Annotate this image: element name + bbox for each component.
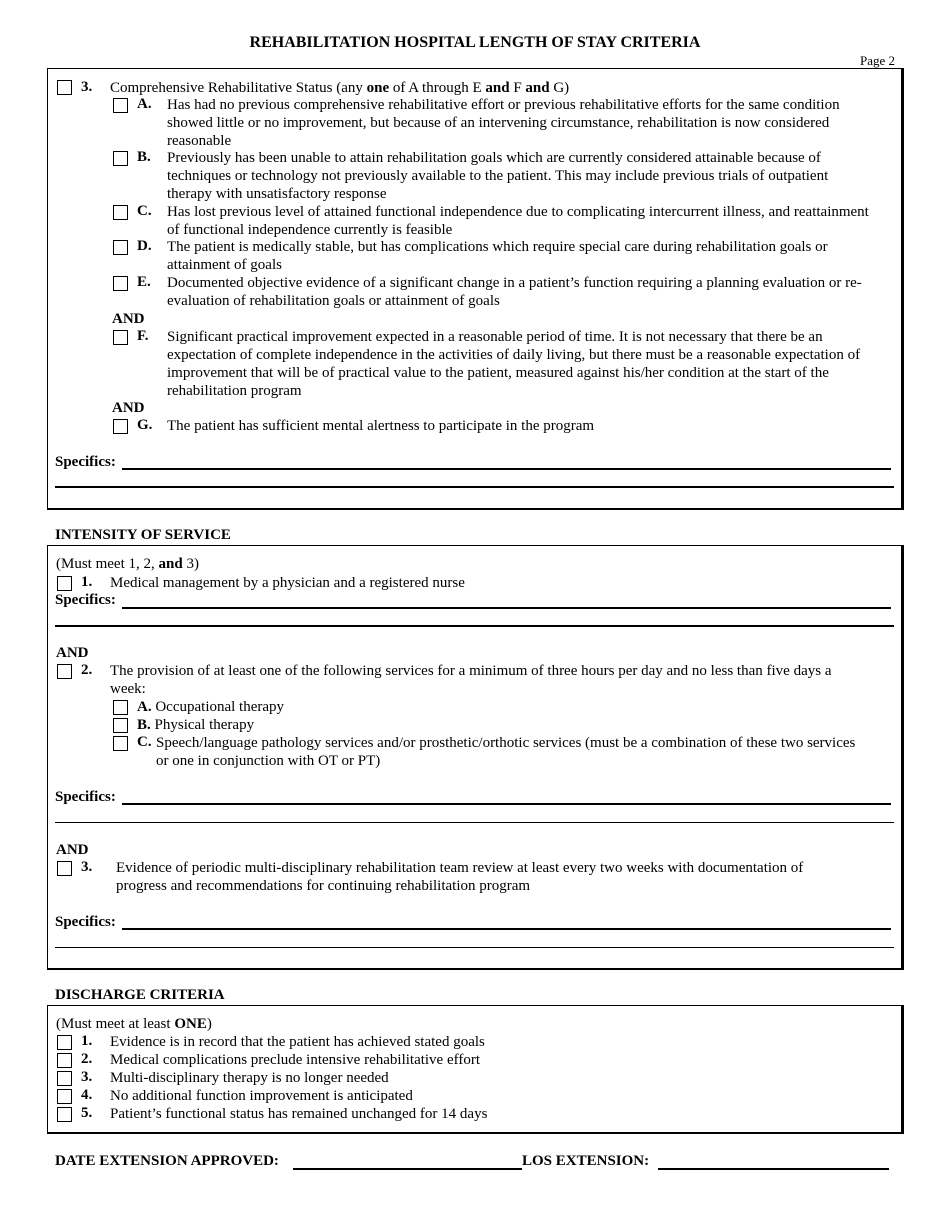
criterion-3e-text: Documented objective evidence of a significant change in a patient’s function requiring a planning evaluation or re- evaluation of rehabilitation goals or attainment of goals bbox=[167, 275, 862, 309]
criterion-3e-checkbox[interactable] bbox=[113, 276, 128, 291]
intensity-2c-checkbox[interactable] bbox=[113, 736, 128, 751]
intensity-2-text: The provision of at least one of the following services for a minimum of three hours per day and no less than five days a week: bbox=[110, 663, 832, 697]
criterion-3-number: 3. bbox=[81, 79, 93, 95]
los-extension-label: LOS EXTENSION: bbox=[522, 1153, 650, 1169]
intensity-1-text: Medical management by a physician and a registered nurse bbox=[110, 575, 465, 591]
specifics-label: Specifics: bbox=[55, 789, 116, 805]
criterion-3f-letter: F. bbox=[137, 328, 149, 344]
page-title: REHABILITATION HOSPITAL LENGTH OF STAY CRITERIA bbox=[249, 34, 701, 51]
discharge-1-checkbox[interactable] bbox=[57, 1035, 72, 1050]
specifics-line[interactable] bbox=[122, 607, 891, 609]
specifics-line-2[interactable] bbox=[55, 822, 894, 823]
intensity-3-checkbox[interactable] bbox=[57, 861, 72, 876]
page-number: Page 2 bbox=[859, 53, 895, 68]
intensity-2a-text: A. Occupational therapy bbox=[137, 699, 285, 715]
criterion-3a-letter: A. bbox=[137, 96, 152, 112]
criterion-3b-letter: B. bbox=[137, 149, 151, 165]
criterion-3c-letter: C. bbox=[137, 203, 152, 219]
and-label: AND bbox=[56, 645, 89, 661]
specifics-line[interactable] bbox=[122, 468, 891, 470]
discharge-1-text: Evidence is in record that the patient has achieved stated goals bbox=[110, 1034, 485, 1050]
intensity-3-text: Evidence of periodic multi-disciplinary rehabilitation team review at least every two weeks with documentation of progress and recommendations for continuing rehabilitation program bbox=[116, 860, 804, 894]
discharge-3-checkbox[interactable] bbox=[57, 1071, 72, 1086]
discharge-requirement: (Must meet at least ONE) bbox=[56, 1016, 212, 1032]
criterion-3f-text: Significant practical improvement expected in a reasonable period of time. It is not necessary that there be an expectation of complete independence in the activities of daily living, but there must be a reasonable expectation of improvement that will be of practical value to the patient, measured against his/her condition at the start of the rehabilitation program bbox=[167, 329, 861, 399]
specifics-line[interactable] bbox=[122, 803, 891, 805]
and-label: AND bbox=[56, 842, 89, 858]
intensity-2-number: 2. bbox=[81, 662, 93, 678]
specifics-line[interactable] bbox=[122, 928, 891, 930]
intensity-2b-text: B. Physical therapy bbox=[137, 717, 255, 733]
intensity-2a-checkbox[interactable] bbox=[113, 700, 128, 715]
specifics-line-2[interactable] bbox=[55, 625, 894, 627]
intensity-2c-text: Speech/language pathology services and/or prosthetic/orthotic services (must be a combination of these two services or one in conjunction with OT or PT) bbox=[156, 735, 856, 769]
criterion-3g-text: The patient has sufficient mental alertness to participate in the program bbox=[167, 418, 595, 434]
discharge-4-number: 4. bbox=[81, 1087, 93, 1103]
discharge-4-text: No additional function improvement is anticipated bbox=[110, 1088, 413, 1104]
discharge-5-checkbox[interactable] bbox=[57, 1107, 72, 1122]
criterion-3d-letter: D. bbox=[137, 238, 152, 254]
date-extension-label: DATE EXTENSION APPROVED: bbox=[55, 1153, 279, 1169]
discharge-heading: DISCHARGE CRITERIA bbox=[55, 987, 225, 1003]
intensity-requirement: (Must meet 1, 2, and 3) bbox=[56, 556, 199, 572]
discharge-5-text: Patient’s functional status has remained unchanged for 14 days bbox=[110, 1106, 488, 1122]
criterion-3-label: Comprehensive Rehabilitative Status (any one of A through E and F and G) bbox=[110, 80, 570, 96]
criterion-3d-checkbox[interactable] bbox=[113, 240, 128, 255]
discharge-2-number: 2. bbox=[81, 1051, 93, 1067]
discharge-2-checkbox[interactable] bbox=[57, 1053, 72, 1068]
intensity-2b-checkbox[interactable] bbox=[113, 718, 128, 733]
discharge-3-text: Multi-disciplinary therapy is no longer needed bbox=[110, 1070, 389, 1086]
specifics-line-2[interactable] bbox=[55, 947, 894, 948]
criterion-3f-checkbox[interactable] bbox=[113, 330, 128, 345]
criterion-3a-checkbox[interactable] bbox=[113, 98, 128, 113]
criterion-3a-text: Has had no previous comprehensive rehabilitative effort or previous rehabilitative efforts for the same condition showed little or no improvement, but because of an intervening circumstance, rehabilitation is now considered reasonable bbox=[167, 97, 840, 149]
discharge-2-text: Medical complications preclude intensive rehabilitative effort bbox=[110, 1052, 481, 1068]
specifics-label: Specifics: bbox=[55, 592, 116, 608]
and-label: AND bbox=[112, 400, 145, 416]
discharge-4-checkbox[interactable] bbox=[57, 1089, 72, 1104]
criterion-3c-checkbox[interactable] bbox=[113, 205, 128, 220]
discharge-5-number: 5. bbox=[81, 1105, 93, 1121]
date-extension-field[interactable] bbox=[293, 1168, 522, 1170]
specifics-label: Specifics: bbox=[55, 454, 116, 470]
intensity-2-checkbox[interactable] bbox=[57, 664, 72, 679]
discharge-3-number: 3. bbox=[81, 1069, 93, 1085]
criterion-3c-text: Has lost previous level of attained functional independence due to complicating intercurrent illness, and reattainment of functional independence currently is feasible bbox=[167, 204, 869, 238]
intensity-heading: INTENSITY OF SERVICE bbox=[55, 527, 231, 543]
los-extension-field[interactable] bbox=[658, 1168, 889, 1170]
discharge-1-number: 1. bbox=[81, 1033, 93, 1049]
intensity-2c-letter: C. bbox=[137, 734, 152, 750]
criterion-3e-letter: E. bbox=[137, 274, 151, 290]
intensity-3-number: 3. bbox=[81, 859, 93, 875]
criterion-3d-text: The patient is medically stable, but has complications which require special care during rehabilitation goals or attainment of goals bbox=[167, 239, 828, 273]
criterion-3b-checkbox[interactable] bbox=[113, 151, 128, 166]
criterion-3b-text: Previously has been unable to attain rehabilitation goals which are currently considered attainable because of techniques or technology not previously available to the patient. This may include previous trials of outpatient therapy with unsatisfactory response bbox=[167, 150, 829, 202]
intensity-1-checkbox[interactable] bbox=[57, 576, 72, 591]
intensity-1-number: 1. bbox=[81, 574, 93, 590]
specifics-label: Specifics: bbox=[55, 914, 116, 930]
and-label: AND bbox=[112, 311, 145, 327]
criterion-3-checkbox[interactable] bbox=[57, 80, 72, 95]
criterion-3g-checkbox[interactable] bbox=[113, 419, 128, 434]
specifics-line-2[interactable] bbox=[55, 486, 894, 488]
criterion-3g-letter: G. bbox=[137, 417, 153, 433]
